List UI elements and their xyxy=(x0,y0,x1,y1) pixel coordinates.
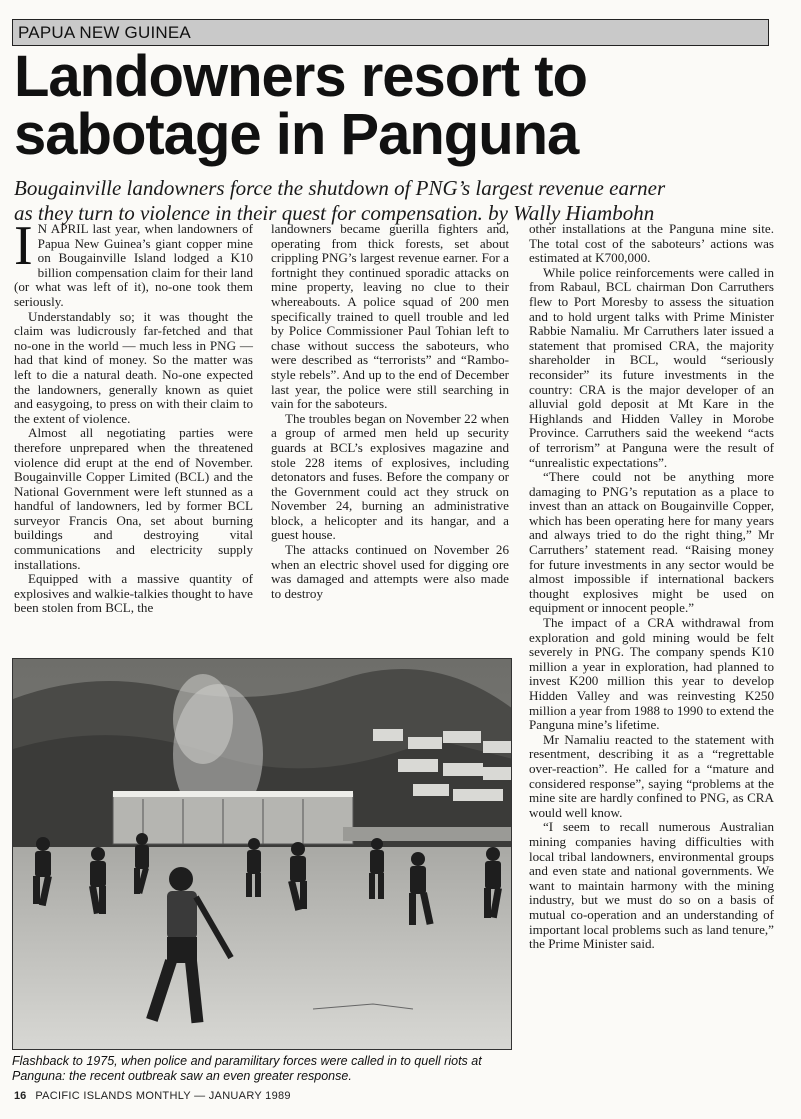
news-photo xyxy=(12,658,512,1050)
paragraph: “I seem to recall numerous Australian mining companies having difficulties with local tribal landowners, environmental groups and even state and national governments. We want to maintain harmony with the mining industry, but we must do so on a basis of mutual co-operation and an understanding of important local problems such as land tenure,” the Prime Minister said. xyxy=(529,819,774,952)
headline-line-2: sabotage in Panguna xyxy=(14,102,579,167)
paragraph: While police reinforcements were called in from Rabaul, BCL chairman Don Carruthers flew to Port Moresby to assess the situation and to hold urgent talks with Prime Minister Rabbie Namaliu. Mr Carruthers later issued a statement that promised CRA, the majority shareholder in BCL, would “seriously reconsider” its future investments in the country: CRA is the major developer of an alluvial gold deposit at Mt Kare in the Highlands and Hidden Valley in Morobe Province. Carruthers said the weekend “acts of terrorism” at Panguna were the result of “unrealistic expectations”. xyxy=(529,264,774,470)
article-column-1 xyxy=(14,215,253,616)
paragraph: Equipped with a massive quantity of explosives and walkie-talkies thought to have been stolen from BCL, the xyxy=(14,571,253,616)
paragraph: The impact of a CRA withdrawal from exploration and gold mining would be felt severely in PNG. The company spends K10 million a year in exploration, had planned to invest K200 million this year to develop Hidden Valley and was reinvesting K250 million a year from 1988 to 1990 to extend the Panguna mine’s lifetime. xyxy=(529,615,774,733)
lead-text: N APRIL last year, when landowners of Papua New Guinea’s giant copper mine on Bougainville Island lodged a K10 billion compensation claim for their land (or what was left of it), no-one took them seriously. xyxy=(14,221,253,309)
paragraph: landowners became guerilla fighters and, operating from thick forests, set about crippling PNG’s largest revenue earner. For a fortnight they continued sporadic attacks on mine property, leaving no clue to their whereabouts. A police squad of 200 men specifically trained to quell trouble and led by Police Commissioner Paul Tohian left to chase without success the saboteurs, who were described as “terrorists” and “Rambo-style rebels”. And up to the end of December last year, the police were still searching in vain for the saboteurs. xyxy=(271,221,509,412)
riot-scene-illustration xyxy=(13,659,512,1050)
section-bar xyxy=(12,19,769,46)
article-column-3 xyxy=(529,222,774,952)
drop-cap: I xyxy=(14,215,33,277)
deck-line-2: as they turn to violence in their quest for compensation. xyxy=(14,201,483,225)
headline xyxy=(14,44,794,167)
paragraph: Mr Namaliu reacted to the statement with resentment, describing it as a “regrettable over-reaction”. He called for a “mature and considered response”, saying “problems at the mine site are hardly confined to PNG, as CRA would well know. xyxy=(529,731,774,820)
paragraph: “There could not be anything more damaging to PNG’s reputation as a place to invest than an attack on Bougainville Copper, which has been operating here for many years and always tried to do the right thing,” Mr Carruthers’ statement read. “Raising money for future investments in any sector would be almost impossible if international backers thought explosives might be used on equipment or innocent people.” xyxy=(529,469,774,616)
deck xyxy=(14,176,784,226)
article-column-2 xyxy=(271,222,509,601)
paragraph: other installations at the Panguna mine site. The total cost of the saboteurs’ actions was estimated at K700,000. xyxy=(529,221,774,266)
deck-line-1: Bougainville landowners force the shutdown of PNG’s largest revenue earner xyxy=(14,176,666,200)
paragraph: The troubles began on November 22 when a group of armed men held up security guards at BCL’s explosives magazine and stole 228 items of explosives, including detonators and fuses. Before the company or the Government could act they struck on November 24, burning an administrative block, a helicopter and its hangar, and a guest house. xyxy=(271,410,509,543)
photo-caption: Flashback to 1975, when police and paramilitary forces were called in to quell riots at Panguna: the recent outbreak saw an even greater response. xyxy=(12,1054,482,1083)
paragraph: Understandably so; it was thought the claim was ludicrously far-fetched and that no-one in the world — much less in PNG — had that kind of money. So the matter was left to die a natural death. No-one expected the landowners, generally known as quiet and easygoing, to press on with their claim to the extent of violence. xyxy=(14,308,253,426)
section-label: PAPUA NEW GUINEA xyxy=(18,23,191,42)
headline-line-1: Landowners resort to xyxy=(14,44,587,109)
paragraph: The attacks continued on November 26 when an electric shovel used for digging ore was damaged and attempts were also made to destroy xyxy=(271,542,509,601)
publication-line: PACIFIC ISLANDS MONTHLY — JANUARY 1989 xyxy=(35,1090,291,1102)
byline: by Wally Hiambohn xyxy=(488,201,655,225)
page-footer xyxy=(14,1090,291,1102)
paragraph: Almost all negotiating parties were therefore unprepared when the threatened violence did erupt at the end of November. Bougainville Copper Limited (BCL) and the National Government were left stunned as a handful of landowners, led by former BCL surveyor Francis Ona, set about burning buildings and destroying vital communications and electricity supply installations. xyxy=(14,425,253,572)
page-number: 16 xyxy=(14,1090,27,1102)
lead-paragraph xyxy=(14,215,253,310)
